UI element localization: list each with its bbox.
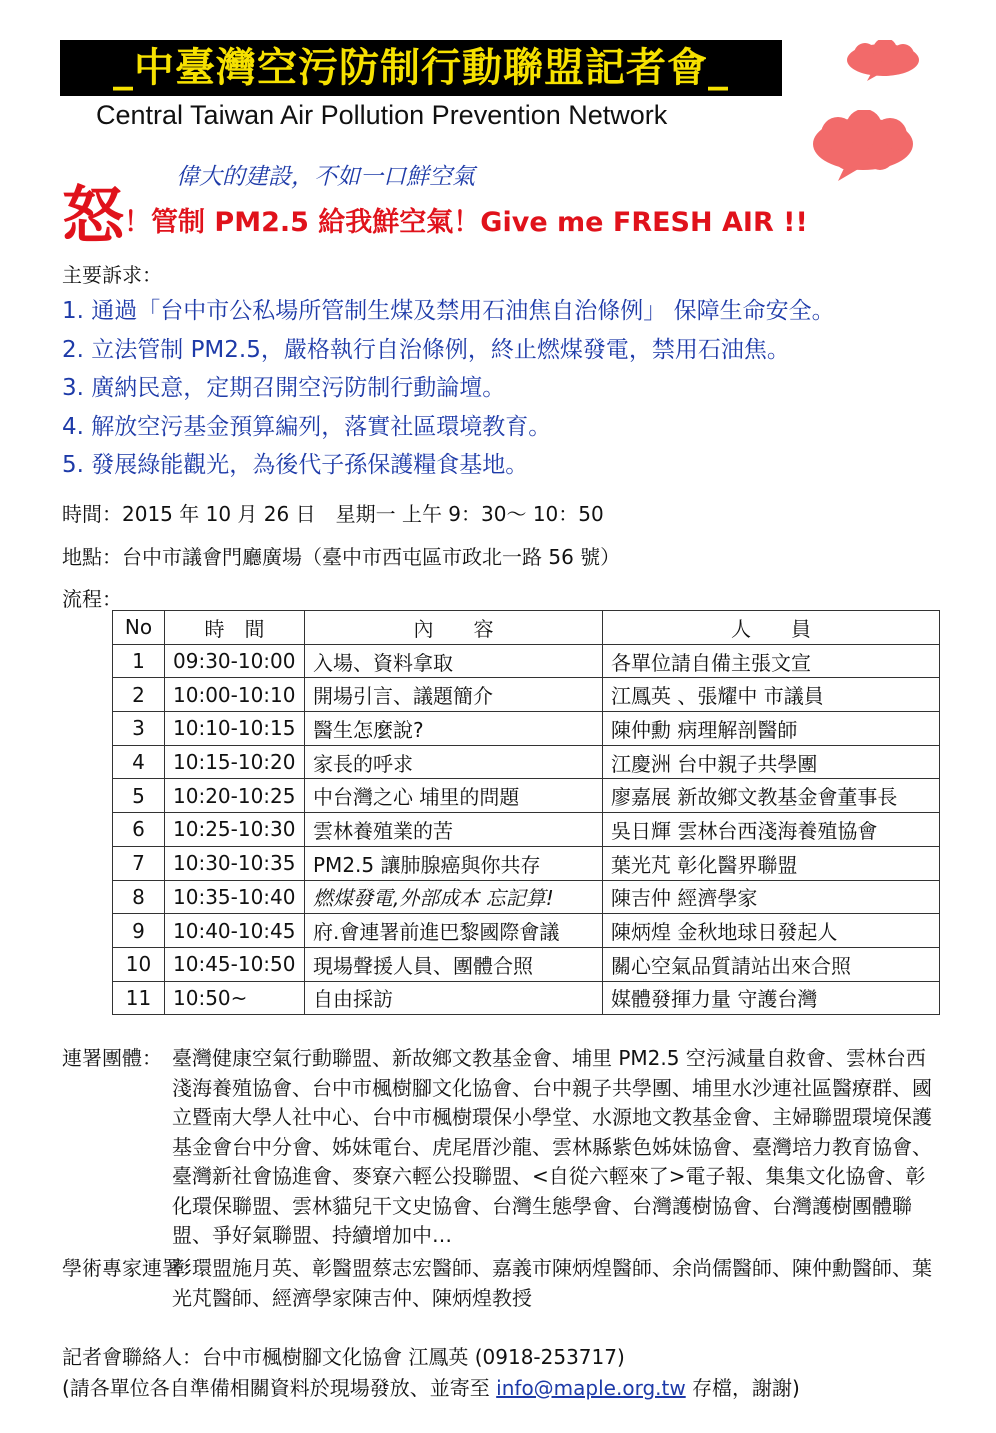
cell-time: 10:30-10:35 (165, 846, 305, 880)
cell-content: 中台灣之心 埔里的問題 (305, 779, 603, 813)
cell-content: 醫生怎麼說? (305, 712, 603, 746)
demand-item: 3. 廣納民意，定期召開空污防制行動論壇。 (62, 375, 506, 401)
cell-no: 1 (113, 644, 165, 678)
cosigners-section (62, 1044, 942, 1251)
cell-time: 10:45-10:50 (165, 947, 305, 981)
table-row (113, 880, 940, 914)
cosigners-label: 連署團體： (62, 1046, 162, 1070)
cell-time: 10:40-10:45 (165, 914, 305, 948)
headline-big-char: 怒 (62, 179, 125, 252)
cell-person: 各單位請自備主張文宣 (603, 644, 940, 678)
cell-time: 10:25-10:30 (165, 813, 305, 847)
schedule-table (112, 610, 940, 1015)
cell-person: 吳日輝 雲林台西淺海養殖協會 (603, 813, 940, 847)
cell-no: 5 (113, 779, 165, 813)
cell-no: 2 (113, 678, 165, 712)
table-row (113, 846, 940, 880)
cell-no: 3 (113, 712, 165, 746)
email-link[interactable]: info@maple.org.tw (496, 1376, 686, 1400)
submission-note (62, 1372, 800, 1401)
speech-cloud-icon (808, 110, 918, 182)
headline (62, 166, 808, 255)
table-header-row (113, 611, 940, 645)
cell-person: 關心空氣品質請站出來合照 (603, 947, 940, 981)
demand-item: 4. 解放空污基金預算編列，落實社區環境教育。 (62, 413, 552, 440)
cell-time: 09:30-10:00 (165, 644, 305, 678)
cell-time: 10:00-10:10 (165, 678, 305, 712)
table-row (113, 947, 940, 981)
speech-cloud-icon (843, 40, 923, 82)
cell-time: 10:20-10:25 (165, 779, 305, 813)
process-label: 流程： (62, 587, 122, 611)
cell-content: 家長的呼求 (305, 745, 603, 779)
cell-content: 自由採訪 (305, 981, 603, 1015)
table-row (113, 779, 940, 813)
cell-person: 江鳳英 、張耀中 市議員 (603, 678, 940, 712)
column-header: 時 間 (165, 611, 305, 645)
table-row (113, 678, 940, 712)
cell-person: 廖嘉展 新故鄉文教基金會董事長 (603, 779, 940, 813)
cell-person: 葉光芃 彰化醫界聯盟 (603, 846, 940, 880)
cell-time: 10:10-10:15 (165, 712, 305, 746)
demand-list (62, 294, 835, 487)
event-place: 地點：台中市議會門廳廣場（臺中市西屯區市政北一路 56 號） (62, 545, 621, 569)
page-title: _中臺灣空污防制行動聯盟記者會_ (60, 40, 782, 96)
table-row (113, 914, 940, 948)
cell-content: 開場引言、議題簡介 (305, 678, 603, 712)
cell-time: 10:15-10:20 (165, 745, 305, 779)
slogan-small: 偉大的建設，不如一口鮮空氣 (176, 164, 475, 190)
cell-time: 10:35-10:40 (165, 880, 305, 914)
cell-no: 8 (113, 880, 165, 914)
cell-no: 10 (113, 947, 165, 981)
cell-no: 7 (113, 846, 165, 880)
cell-content: 燃煤發電,外部成本 忘記算! (305, 880, 603, 914)
column-header: 內 容 (305, 611, 603, 645)
cosigners-text: 臺灣健康空氣行動聯盟、新故鄉文教基金會、埔里 PM2.5 空污減量自救會、雲林台西淺海養殖協會、台中市楓樹腳文化協會、台中親子共學團、埔里水沙連社區醫療群、國立暨南大學人社中心、台中市楓樹環保小學堂、水源地文教基金會、主婦聯盟環境保護基金會台中分會、姊妹電台、虎尾厝沙龍、雲林縣紫色姊妹協會、臺灣培力教育協會、臺灣新社會協進會、麥寮六輕公投聯盟、<自從六輕來了>電子報、集集文化協會、彰化環保聯盟、雲林貓兒干文史協會、台灣生態學會、台灣護樹協會、台灣護樹團體聯盟、爭好氣聯盟、持續增加中… (172, 1046, 932, 1247)
demands-label: 主要訴求： (62, 263, 162, 287)
column-header: No (113, 611, 165, 645)
experts-section (62, 1254, 942, 1313)
cell-content: PM2.5 讓肺腺癌與你共存 (305, 846, 603, 880)
cell-person: 江慶洲 台中親子共學團 (603, 745, 940, 779)
cell-content: 雲林養殖業的苦 (305, 813, 603, 847)
table-row (113, 813, 940, 847)
column-header: 人 員 (603, 611, 940, 645)
contact-line: 記者會聯絡人：台中市楓樹腳文化協會 江鳳英 (0918-253717) (62, 1345, 625, 1369)
cell-content: 現場聲援人員、團體合照 (305, 947, 603, 981)
cell-content: 入場、資料拿取 (305, 644, 603, 678)
cell-content: 府.會連署前進巴黎國際會議 (305, 914, 603, 948)
demand-item: 5. 發展綠能觀光，為後代子孫保護糧食基地。 (62, 452, 529, 478)
cell-no: 4 (113, 745, 165, 779)
submission-prefix: (請各單位各自準備相關資料於現場發放、並寄至 (62, 1376, 497, 1400)
event-time: 時間：2015 年 10 月 26 日 星期一 上午 9：30～ 10：50 (62, 502, 604, 526)
english-subtitle: Central Taiwan Air Pollution Prevention Network (96, 100, 668, 130)
cell-person: 媒體發揮力量 守護台灣 (603, 981, 940, 1015)
cell-person: 陳炳煌 金秋地球日發起人 (603, 914, 940, 948)
experts-text: 彰環盟施月英、彰醫盟蔡志宏醫師、嘉義市陳炳煌醫師、余尚儒醫師、陳仲勳醫師、葉光芃醫師、經濟學家陳吉仲、陳炳煌教授 (172, 1256, 932, 1310)
demand-item: 1. 通過「台中市公私場所管制生煤及禁用石油焦自治條例」 保障生命安全。 (62, 298, 835, 324)
table-row (113, 712, 940, 746)
cell-no: 6 (113, 813, 165, 847)
cell-person: 陳仲勳 病理解剖醫師 (603, 712, 940, 746)
experts-label: 學術專家連署： (62, 1256, 202, 1280)
table-row (113, 981, 940, 1015)
table-row (113, 644, 940, 678)
table-row (113, 745, 940, 779)
headline-text: ！管制 PM2.5 給我鮮空氣！Give me FRESH AIR !! (124, 207, 808, 238)
demand-item: 2. 立法管制 PM2.5，嚴格執行自治條例，終止燃煤發電，禁用石油焦。 (62, 336, 790, 363)
submission-suffix: 存檔，謝謝) (685, 1376, 800, 1400)
cell-time: 10:50~ (165, 981, 305, 1015)
cell-no: 9 (113, 914, 165, 948)
cell-no: 11 (113, 981, 165, 1015)
cell-person: 陳吉仲 經濟學家 (603, 880, 940, 914)
